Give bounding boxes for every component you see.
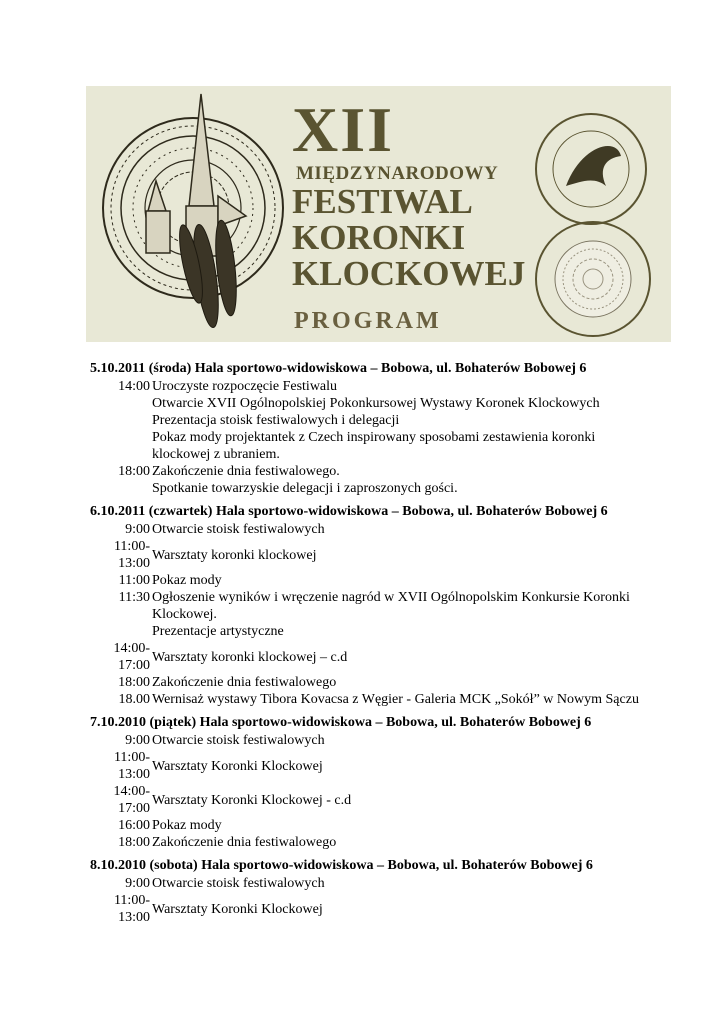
item-time: 9:00 [125,733,150,748]
program-schedule [90,360,690,932]
program-item [90,691,690,708]
program-item [90,892,690,926]
program-item [90,378,690,463]
item-time: 9:00 [125,522,150,537]
item-line: Spotkanie towarzyskie delegacji i zaproszonych gości. [152,481,458,496]
item-time: 14:00 [118,379,150,394]
program-item [90,674,690,691]
item-time: 18:00 [118,464,150,479]
item-description [150,538,690,572]
program-item [90,817,690,834]
festival-title-line4: KLOCKOWEJ [292,254,526,293]
item-description [150,749,690,783]
item-line: Warsztaty Koronki Klockowej [152,758,323,774]
item-time: 16:00 [118,818,150,833]
item-line: Pokaz mody [152,818,222,833]
item-time: 11:00- 13:00 [113,539,150,571]
program-item [90,463,690,497]
festival-title-line3: KORONKI [292,218,466,257]
item-line: klockowej z ubraniem. [152,447,280,462]
program-item [90,749,690,783]
item-line: Ogłoszenie wyników i wręczenie nagród w XVII Ogólnopolskim Konkursie Koronki [152,590,630,605]
item-line: Wernisaż wystawy Tibora Kovacsa z Węgier - Galeria MCK „Sokół” w Nowym Sączu [152,692,639,707]
item-line: Warsztaty Koronki Klockowej - c.d [152,792,352,808]
program-day [90,857,690,926]
program-day [90,360,690,497]
item-line: Klockowej. [152,607,217,622]
item-description [150,589,690,623]
program-item [90,875,690,892]
item-line: Otwarcie stoisk festiwalowych [152,733,325,748]
program-item [90,783,690,817]
item-time: 11:00 [118,573,150,588]
item-line: Zakończenie dnia festiwalowego [152,675,337,690]
festival-title-line2: FESTIWAL [292,182,473,221]
item-time: 11:30 [118,590,150,605]
item-line: Prezentacje artystyczne [152,624,284,639]
item-description [150,892,690,926]
program-day [90,714,690,851]
item-line: Warsztaty koronki klockowej – c.d [152,649,348,665]
item-description [150,732,690,749]
item-line: Prezentacja stoisk festiwalowych i delegacji [152,413,400,428]
festival-title-line1: MIĘDZYNARODOWY [296,163,499,184]
program-day [90,503,690,708]
item-time [90,623,150,640]
item-description [150,875,690,892]
item-description [150,691,690,708]
item-line: Otwarcie XVII Ogólnopolskiej Pokonkursowej Wystawy Koronek Klockowych [152,396,600,411]
item-description [150,783,690,817]
item-description [150,521,690,538]
festival-banner [86,86,671,342]
day-header: 8.10.2010 (sobota) Hala sportowo-widowiskowa – Bobowa, ul. Bohaterów Bobowej 6 [90,858,593,873]
item-time: 11:00- 13:00 [113,893,150,925]
item-time: 14:00- 17:00 [113,641,150,673]
item-line: Zakończenie dnia festiwalowego [152,835,337,850]
item-line: Zakończenie dnia festiwalowego. [152,464,340,479]
item-line: Otwarcie stoisk festiwalowych [152,876,325,891]
program-item [90,521,690,538]
item-line: Pokaz mody [152,573,222,588]
program-item [90,732,690,749]
day-header: 5.10.2011 (środa) Hala sportowo-widowiskowa – Bobowa, ul. Bohaterów Bobowej 6 [90,361,587,376]
item-line: Warsztaty Koronki Klockowej [152,901,323,917]
item-time: 11:00- 13:00 [113,750,150,782]
item-description [150,378,690,463]
program-item [90,640,690,674]
item-line: Otwarcie stoisk festiwalowych [152,522,325,537]
item-time: 18.00 [118,692,150,707]
day-header: 7.10.2010 (piątek) Hala sportowo-widowiskowa – Bobowa, ul. Bohaterów Bobowej 6 [90,715,592,730]
program-item [90,834,690,851]
program-item [90,538,690,572]
program-item [90,623,690,640]
item-line: Uroczyste rozpoczęcie Festiwalu [152,379,338,394]
item-description [150,572,690,589]
item-description [150,640,690,674]
program-item [90,572,690,589]
festival-number: XII [292,94,395,165]
item-time: 14:00- 17:00 [113,784,150,816]
program-label: PROGRAM [294,308,442,334]
day-header: 6.10.2011 (czwartek) Hala sportowo-widowiskowa – Bobowa, ul. Bohaterów Bobowej 6 [90,504,608,519]
item-time: 9:00 [125,876,150,891]
item-description [150,463,690,497]
item-line: Pokaz mody projektantek z Czech inspirowany sposobami zestawienia koronki [152,430,596,445]
item-description [150,623,690,640]
item-time: 18:00 [118,675,150,690]
item-description [150,817,690,834]
regional-association-seal-icon [536,222,650,336]
item-description [150,674,690,691]
item-description [150,834,690,851]
program-item [90,589,690,623]
item-line: Warsztaty koronki klockowej [152,547,317,563]
item-time: 18:00 [118,835,150,850]
culture-center-seal-icon [536,114,646,224]
